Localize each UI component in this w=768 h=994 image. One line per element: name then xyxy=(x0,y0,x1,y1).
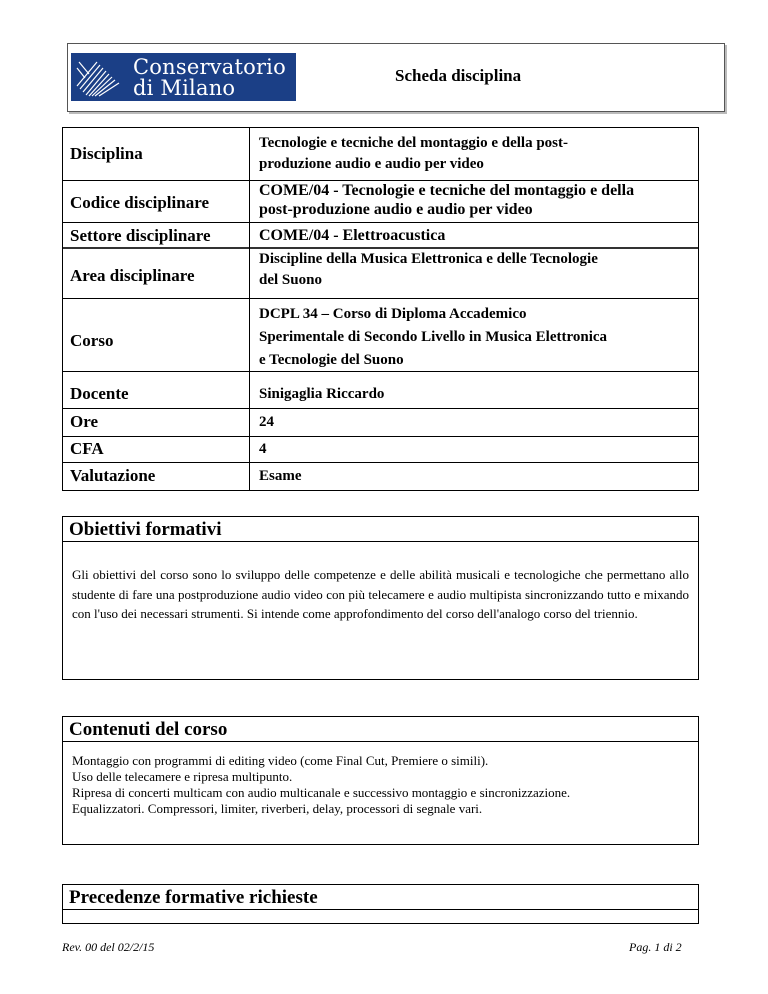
table-rule xyxy=(62,462,699,463)
table-column-divider xyxy=(249,127,250,491)
table-rule xyxy=(62,436,699,437)
codice-value-line: COME/04 - Tecnologie e tecniche del montaggio e della xyxy=(259,182,635,199)
disciplina-value xyxy=(259,133,693,175)
table-rule xyxy=(62,408,699,409)
table-border-bottom xyxy=(62,490,699,491)
disciplina-value-line: Tecnologie e tecniche del montaggio e della post- xyxy=(259,135,568,151)
table-rule xyxy=(62,298,699,299)
table-border-top xyxy=(62,127,699,128)
document-title: Scheda disciplina xyxy=(395,66,522,85)
logo-emblem-icon xyxy=(75,56,123,98)
contenuti-body xyxy=(62,741,699,845)
precedenze-heading: Precedenze formative richieste xyxy=(69,887,318,908)
contenuti-heading-box xyxy=(62,716,699,742)
table-border-left xyxy=(62,127,63,491)
logo-text-line2: di Milano xyxy=(133,76,236,100)
settore-label: Settore disciplinare xyxy=(70,226,211,245)
corso-value-line: Sperimentale di Secondo Livello in Musica Elettronica xyxy=(259,329,608,345)
obiettivi-heading-box xyxy=(62,516,699,542)
conservatorio-logo xyxy=(71,53,296,101)
cfa-label: CFA xyxy=(70,439,104,458)
course-info-table xyxy=(62,127,699,491)
disciplina-value-line: produzione audio e audio per video xyxy=(259,156,484,172)
table-border-right xyxy=(698,127,699,491)
corso-value-line: DCPL 34 – Corso di Diploma Accademico xyxy=(259,306,527,322)
contenuti-heading: Contenuti del corso xyxy=(69,719,228,740)
area-value-line: del Suono xyxy=(259,272,322,288)
valutazione-value: Esame xyxy=(259,468,302,484)
corso-value-line: e Tecnologie del Suono xyxy=(259,352,404,368)
ore-value: 24 xyxy=(259,414,274,430)
disciplina-label: Disciplina xyxy=(70,144,143,163)
docente-value: Sinigaglia Riccardo xyxy=(259,386,385,402)
corso-label: Corso xyxy=(70,331,114,350)
footer-revision: Rev. 00 del 02/2/15 xyxy=(62,940,155,954)
area-value-line: Discipline della Musica Elettronica e delle Tecnologie xyxy=(259,251,598,267)
valutazione-label: Valutazione xyxy=(70,466,156,485)
footer-page-number: Pag. 1 di 2 xyxy=(629,940,682,954)
contenuti-line: Equalizzatori. Compressori, limiter, riverberi, delay, processori di segnale vari. xyxy=(72,801,483,816)
codice-value xyxy=(259,181,693,219)
logo-text-line1: Conservatorio xyxy=(133,55,286,79)
settore-value: COME/04 - Elettroacustica xyxy=(259,227,446,244)
obiettivi-text: Gli obiettivi del corso sono lo sviluppo delle competenze e delle abilità musicali e tecnologiche che permettano allo studente di fare una postproduzione audio video con più telecamere e audio multipista sincronizzando tutto e mixando con l'uso dei necessari strumenti. Si intende come approfondimento del corso dell'analogo corso del triennio. xyxy=(72,567,689,621)
table-rule xyxy=(62,222,699,223)
precedenze-heading-box xyxy=(62,884,699,910)
cfa-value: 4 xyxy=(259,441,267,457)
codice-label: Codice disciplinare xyxy=(70,193,209,212)
ore-label: Ore xyxy=(70,412,99,431)
codice-value-line: post-produzione audio e audio per video xyxy=(259,201,533,218)
contenuti-line: Montaggio con programmi di editing video (come Final Cut, Premiere o simili). xyxy=(72,753,489,768)
docente-label: Docente xyxy=(70,384,129,403)
obiettivi-body xyxy=(62,541,699,680)
area-label: Area disciplinare xyxy=(70,266,195,285)
contenuti-line: Uso delle telecamere e ripresa multipunto. xyxy=(72,769,293,784)
precedenze-body xyxy=(62,909,699,924)
contenuti-line: Ripresa di concerti multicam con audio multicanale e successivo montaggio e sincronizzazione. xyxy=(72,785,571,800)
contenuti-list xyxy=(72,753,689,817)
obiettivi-heading: Obiettivi formativi xyxy=(69,519,222,540)
corso-value xyxy=(259,303,693,372)
area-value xyxy=(259,249,693,291)
